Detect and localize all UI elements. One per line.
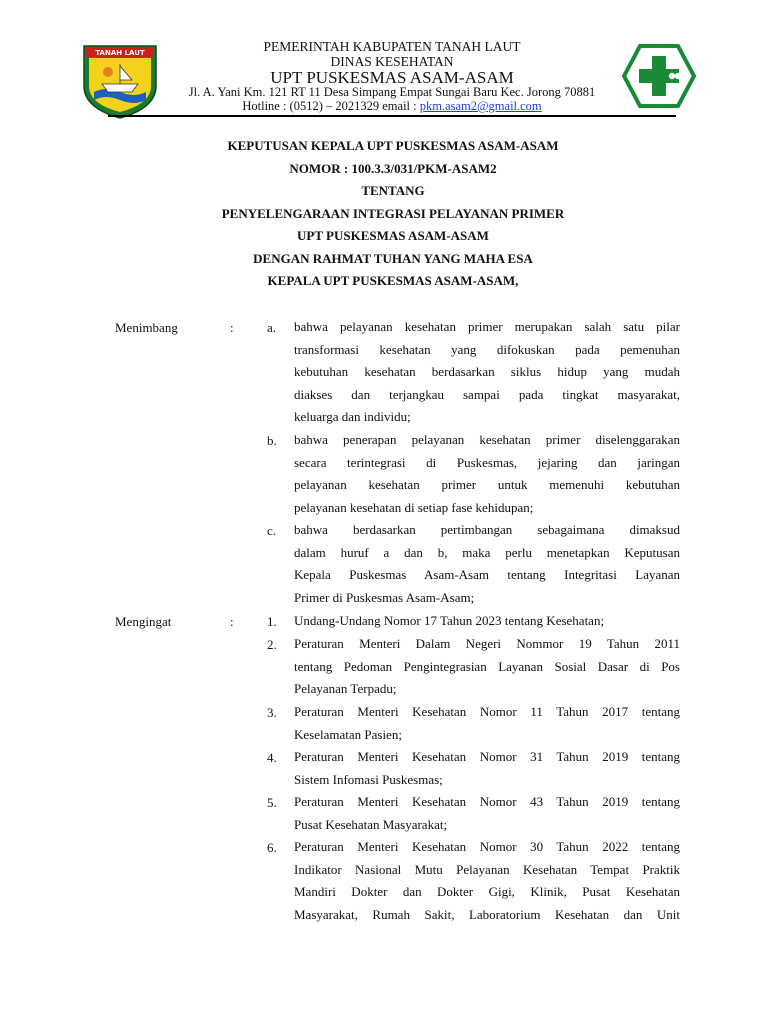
emblem-banner-text: TANAH LAUT bbox=[95, 49, 145, 57]
menimbang-item-c bbox=[294, 519, 680, 609]
mengingat-marker-2: 2. bbox=[267, 637, 277, 652]
mengingat-item-4 bbox=[294, 746, 680, 791]
mengingat-item-6 bbox=[294, 836, 680, 926]
decree-number: NOMOR : 100.3.3/031/PKM-ASAM2 bbox=[289, 161, 497, 176]
text-line: dalam huruf a dan b, maka perlu menetapkan Keputusan bbox=[294, 544, 680, 560]
decree-subject-institution: UPT PUSKESMAS ASAM-ASAM bbox=[297, 228, 489, 243]
text-line: Kepala Puskesmas Asam-Asam tentang Integritasi Layanan bbox=[294, 567, 680, 583]
mengingat-item-1 bbox=[294, 610, 680, 633]
mengingat-colon: : bbox=[230, 614, 234, 629]
email-link[interactable]: pkm.asam2@gmail.com bbox=[419, 99, 542, 113]
decree-tentang: TENTANG bbox=[361, 183, 425, 198]
text-line: Peraturan Menteri Dalam Negeri Nommor 19 Tahun 2011 bbox=[294, 636, 680, 651]
text-line: Pelayanan Terpadu; bbox=[294, 681, 397, 697]
mengingat-item-2 bbox=[294, 633, 680, 701]
tanah-laut-emblem-logo bbox=[80, 42, 160, 120]
text-line: kebutuhan kesehatan berdasarkan siklus hidup yang mudah bbox=[294, 364, 680, 380]
mengingat-marker-5: 5. bbox=[267, 795, 277, 810]
menimbang-marker-b: b. bbox=[267, 433, 277, 448]
text-line: Indikator Nasional Mutu Pelayanan Kesehatan Tempat Praktik bbox=[294, 861, 680, 877]
decree-invocation: DENGAN RAHMAT TUHAN YANG MAHA ESA bbox=[253, 251, 533, 266]
text-line: secara terintegrasi di Puskesmas, jejaring dan jaringan bbox=[294, 454, 680, 470]
mengingat-marker-1: 1. bbox=[267, 614, 277, 629]
mengingat-marker-4: 4. bbox=[267, 750, 277, 765]
letterhead-contact bbox=[150, 99, 634, 114]
text-line: bahwa berdasarkan pertimbangan sebagaimana dimaksud bbox=[294, 522, 680, 537]
text-line: keluarga dan individu; bbox=[294, 409, 411, 425]
mengingat-marker-3: 3. bbox=[267, 705, 277, 720]
letterhead-address: Jl. A. Yani Km. 121 RT 11 Desa Simpang Empat Sungai Baru Kec. Jorong 70881 bbox=[188, 85, 596, 99]
text-line: Mandiri Dokter dan Dokter Gigi, Klinik, Pusat Kesehatan bbox=[294, 884, 680, 900]
text-line: pelayanan kesehatan di setiap fase kehidupan; bbox=[294, 499, 534, 515]
menimbang-item-a bbox=[294, 316, 680, 429]
text-line: Pusat Kesehatan Masyarakat; bbox=[294, 816, 448, 832]
decree-title: KEPUTUSAN KEPALA UPT PUSKESMAS ASAM-ASAM bbox=[227, 138, 559, 153]
text-line: Sistem Infomasi Puskesmas; bbox=[294, 771, 443, 787]
letterhead-institution: UPT PUSKESMAS ASAM-ASAM bbox=[270, 68, 514, 87]
menimbang-marker-c: c. bbox=[267, 523, 277, 538]
menimbang-marker-a: a. bbox=[267, 320, 277, 335]
menimbang-label: Menimbang bbox=[115, 320, 178, 335]
text-line: Peraturan Menteri Kesehatan Nomor 11 Tahun 2017 tentang bbox=[294, 704, 680, 719]
mengingat-label: Mengingat bbox=[115, 614, 172, 629]
text-line: bahwa pelayanan kesehatan primer merupakan salah satu pilar bbox=[294, 319, 680, 334]
mengingat-item-5 bbox=[294, 791, 680, 836]
text-line: Primer di Puskesmas Asam-Asam; bbox=[294, 589, 475, 605]
text-line: diakses dan terjangkau sampai pada tingkat masyarakat, bbox=[294, 386, 680, 402]
mengingat-item-3 bbox=[294, 701, 680, 746]
letterhead-divider bbox=[108, 115, 676, 117]
text-line: bahwa penerapan pelayanan kesehatan primer diselenggarakan bbox=[294, 432, 680, 447]
text-line: Masyarakat, Rumah Sakit, Laboratorium Kesehatan dan Unit bbox=[294, 906, 680, 922]
decree-issuer: KEPALA UPT PUSKESMAS ASAM-ASAM, bbox=[267, 273, 519, 288]
text-line: Peraturan Menteri Kesehatan Nomor 31 Tahun 2019 tentang bbox=[294, 749, 680, 764]
mengingat-marker-6: 6. bbox=[267, 840, 277, 855]
menimbang-item-b bbox=[294, 429, 680, 519]
text-line: tentang Pedoman Pengintegrasian Layanan Sosial Dasar di Pos bbox=[294, 658, 680, 674]
text-line: Peraturan Menteri Kesehatan Nomor 43 Tahun 2019 tentang bbox=[294, 794, 680, 809]
letterhead-department: DINAS KESEHATAN bbox=[330, 54, 454, 69]
decree-subject: PENYELENGARAAN INTEGRASI PELAYANAN PRIMER bbox=[221, 206, 565, 221]
text-line: Keselamatan Pasien; bbox=[294, 726, 402, 742]
text-line: transformasi kesehatan yang difokuskan pada pemenuhan bbox=[294, 341, 680, 357]
menimbang-colon: : bbox=[230, 320, 234, 335]
text-line: Undang-Undang Nomor 17 Tahun 2023 tentang Kesehatan; bbox=[294, 613, 605, 628]
puskesmas-logo bbox=[622, 44, 696, 108]
text-line: pelayanan kesehatan primer untuk memenuhi kebutuhan bbox=[294, 477, 680, 493]
hotline-text: Hotline : (0512) – 2021329 email : bbox=[242, 99, 420, 113]
letterhead-government: PEMERINTAH KABUPATEN TANAH LAUT bbox=[263, 39, 521, 54]
text-line: Peraturan Menteri Kesehatan Nomor 30 Tahun 2022 tentang bbox=[294, 839, 680, 854]
